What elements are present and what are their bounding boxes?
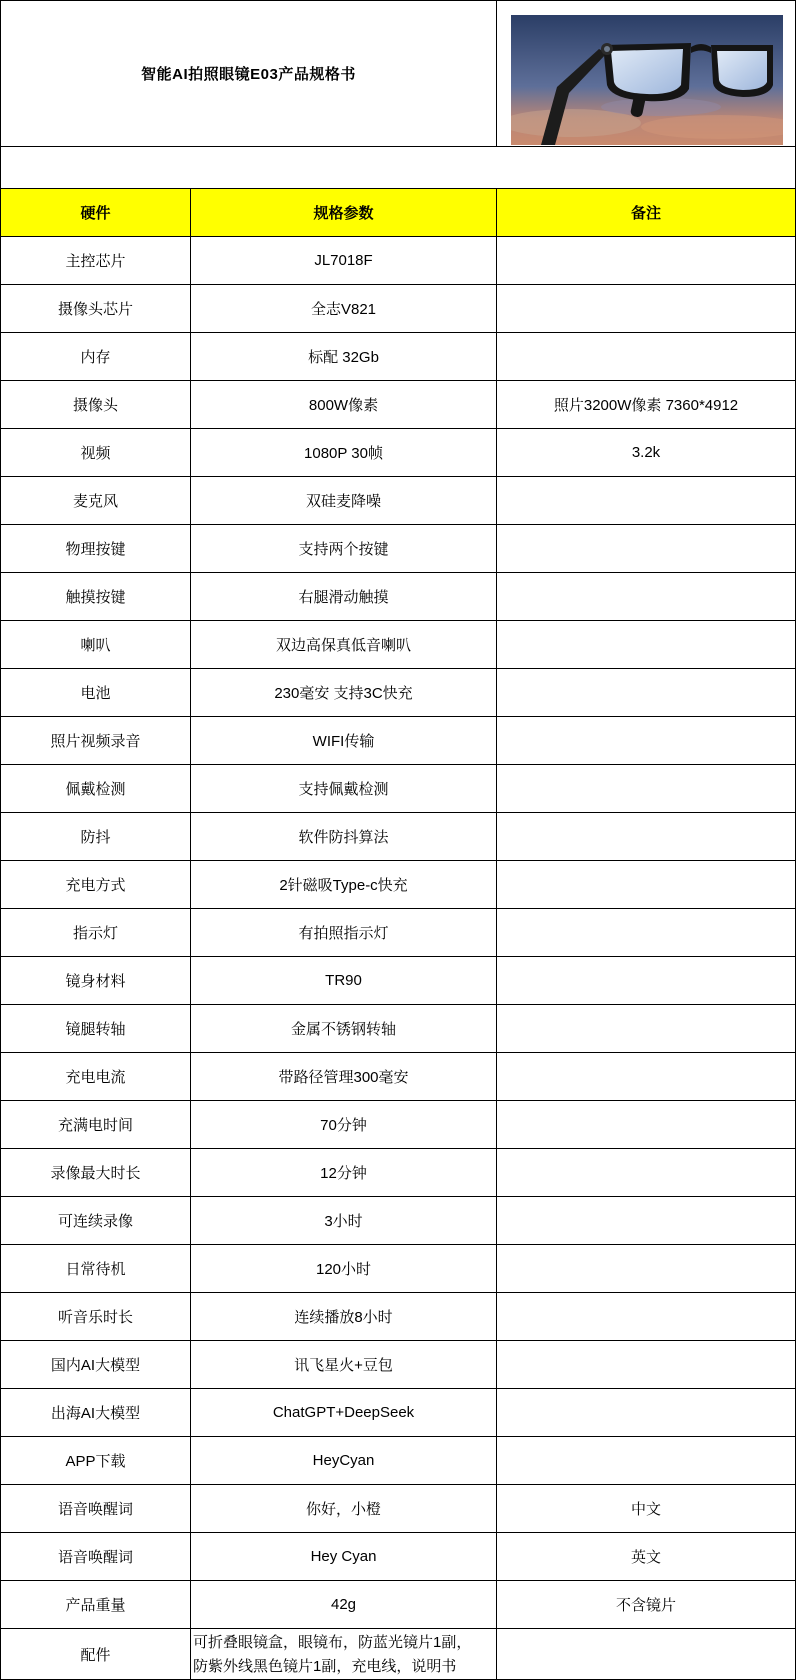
hardware-cell: 语音唤醒词 [1,1533,191,1581]
note-cell [497,573,796,621]
spec-cell: 双硅麦降噪 [191,477,497,525]
document-title: 智能AI拍照眼镜E03产品规格书 [1,1,497,147]
table-row [1,1293,796,1341]
title-row [1,1,796,147]
table-row [1,1245,796,1293]
table-row [1,237,796,285]
hardware-cell: 产品重量 [1,1581,191,1629]
table-row [1,1053,796,1101]
hardware-cell: 镜腿转轴 [1,1005,191,1053]
hardware-cell: 视频 [1,429,191,477]
note-cell [497,717,796,765]
accessories-spec-line1: 可折叠眼镜盒，眼镜布，防蓝光镜片1副， [193,1634,472,1651]
note-cell [497,1053,796,1101]
note-cell: 英文 [497,1533,796,1581]
table-row [1,477,796,525]
spec-cell: 3小时 [191,1197,497,1245]
smart-glasses-photo-icon [511,15,783,145]
table-row [1,333,796,381]
hardware-cell: 物理按键 [1,525,191,573]
spec-cell: 42g [191,1581,497,1629]
table-row [1,573,796,621]
hardware-cell: 内存 [1,333,191,381]
header-spec: 规格参数 [191,189,497,237]
spec-cell: 支持两个按键 [191,525,497,573]
table-row [1,1389,796,1437]
spacer-row [1,147,796,189]
spec-cell: 讯飞星火+豆包 [191,1341,497,1389]
spec-cell: 连续播放8小时 [191,1293,497,1341]
note-cell [497,621,796,669]
hardware-cell: 防抖 [1,813,191,861]
accessories-spec [191,1629,497,1680]
table-row [1,1341,796,1389]
hardware-cell: 录像最大时长 [1,1149,191,1197]
table-row [1,1437,796,1485]
hardware-cell: 摄像头 [1,381,191,429]
hardware-cell: 电池 [1,669,191,717]
spec-cell: 120小时 [191,1245,497,1293]
spec-cell: 230毫安 支持3C快充 [191,669,497,717]
table-row [1,717,796,765]
note-cell [497,669,796,717]
spec-cell: 800W像素 [191,381,497,429]
note-cell [497,1389,796,1437]
note-cell [497,333,796,381]
hardware-cell: 日常待机 [1,1245,191,1293]
table-row [1,669,796,717]
spec-cell: 标配 32Gb [191,333,497,381]
table-row [1,1533,796,1581]
hardware-cell: 照片视频录音 [1,717,191,765]
note-cell: 照片3200W像素 7360*4912 [497,381,796,429]
note-cell [497,909,796,957]
hardware-cell: 充电方式 [1,861,191,909]
hardware-cell: 指示灯 [1,909,191,957]
spec-cell: 你好，小橙 [191,1485,497,1533]
note-cell [497,1437,796,1485]
note-cell [497,765,796,813]
spec-cell: Hey Cyan [191,1533,497,1581]
hardware-cell: 出海AI大模型 [1,1389,191,1437]
table-row [1,813,796,861]
note-cell [497,1197,796,1245]
table-row [1,285,796,333]
note-cell: 3.2k [497,429,796,477]
note-cell [497,237,796,285]
note-cell [497,957,796,1005]
spec-cell: 支持佩戴检测 [191,765,497,813]
note-cell: 不含镜片 [497,1581,796,1629]
table-row [1,525,796,573]
note-cell [497,1293,796,1341]
hardware-cell: 主控芯片 [1,237,191,285]
table-row [1,1149,796,1197]
header-row [1,189,796,237]
hardware-cell: 摄像头芯片 [1,285,191,333]
spec-cell: 1080P 30帧 [191,429,497,477]
accessories-label: 配件 [1,1629,191,1680]
spec-cell: JL7018F [191,237,497,285]
hardware-cell: 听音乐时长 [1,1293,191,1341]
table-row [1,1581,796,1629]
note-cell [497,285,796,333]
hardware-cell: 镜身材料 [1,957,191,1005]
accessories-note [497,1629,796,1680]
note-cell [497,1149,796,1197]
hardware-cell: 触摸按键 [1,573,191,621]
note-cell [497,1101,796,1149]
spec-cell: TR90 [191,957,497,1005]
note-cell [497,1341,796,1389]
accessories-row [1,1629,796,1680]
spec-cell: 全志V821 [191,285,497,333]
table-row [1,381,796,429]
note-cell [497,1245,796,1293]
note-cell [497,525,796,573]
hardware-cell: 充电电流 [1,1053,191,1101]
product-photo-cell [497,1,796,147]
table-row [1,909,796,957]
hardware-cell: 语音唤醒词 [1,1485,191,1533]
spec-cell: 有拍照指示灯 [191,909,497,957]
note-cell [497,861,796,909]
spec-cell: 12分钟 [191,1149,497,1197]
table-row [1,1197,796,1245]
spacer-cell [1,147,796,189]
header-note: 备注 [497,189,796,237]
spec-cell: 双边高保真低音喇叭 [191,621,497,669]
hardware-cell: 国内AI大模型 [1,1341,191,1389]
header-hardware: 硬件 [1,189,191,237]
table-row [1,621,796,669]
hardware-cell: 可连续录像 [1,1197,191,1245]
note-cell: 中文 [497,1485,796,1533]
table-row [1,1005,796,1053]
table-row [1,861,796,909]
spec-cell: HeyCyan [191,1437,497,1485]
table-row [1,1101,796,1149]
note-cell [497,1005,796,1053]
spec-cell: 70分钟 [191,1101,497,1149]
spec-cell: ChatGPT+DeepSeek [191,1389,497,1437]
table-row [1,1485,796,1533]
spec-cell: 金属不锈钢转轴 [191,1005,497,1053]
spec-cell: 2针磁吸Type-c快充 [191,861,497,909]
accessories-spec-line2: 防紫外线黑色镜片1副，充电线，说明书 [193,1658,457,1675]
hardware-cell: APP下载 [1,1437,191,1485]
hardware-cell: 麦克风 [1,477,191,525]
note-cell [497,813,796,861]
hardware-cell: 充满电时间 [1,1101,191,1149]
hardware-cell: 佩戴检测 [1,765,191,813]
spec-cell: 右腿滑动触摸 [191,573,497,621]
spec-cell: WIFI传输 [191,717,497,765]
note-cell [497,477,796,525]
table-row [1,957,796,1005]
table-row [1,429,796,477]
hardware-cell: 喇叭 [1,621,191,669]
spec-cell: 带路径管理300毫安 [191,1053,497,1101]
spec-cell: 软件防抖算法 [191,813,497,861]
table-row [1,765,796,813]
